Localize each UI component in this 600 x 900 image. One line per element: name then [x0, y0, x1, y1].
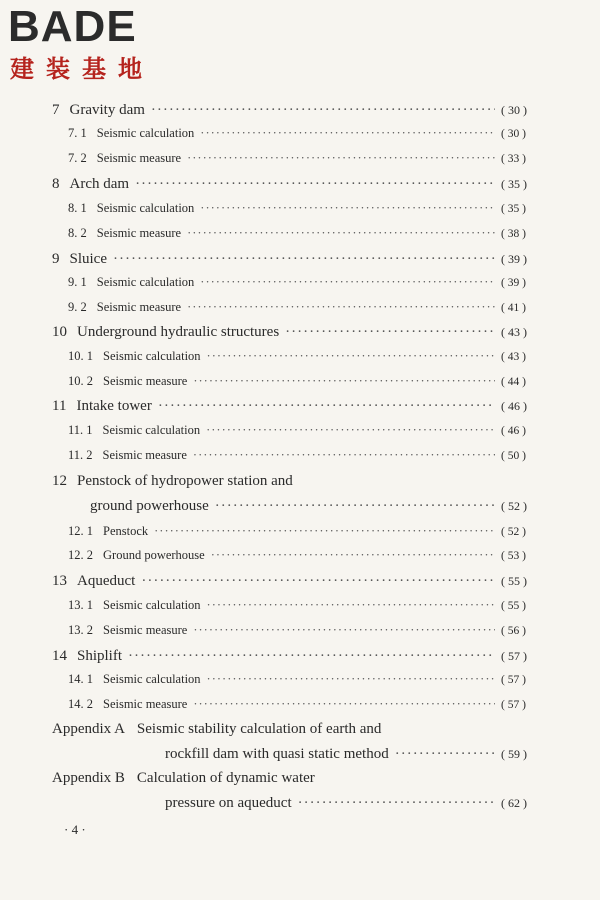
toc-entry-page: ( 53 ) — [501, 550, 526, 562]
bade-logo — [8, 4, 178, 86]
toc-entry-title: Arch dam — [69, 176, 130, 192]
toc-entry[interactable] — [52, 795, 545, 812]
toc-entry-number: 7. 1 — [68, 126, 87, 140]
dot-leader — [187, 300, 495, 315]
dot-leader — [215, 498, 495, 515]
toc-entry-number: 13. 1 — [68, 598, 93, 612]
toc-entry-page: ( 33 ) — [501, 153, 526, 165]
logo-chinese-text: 建装基地 — [10, 55, 154, 83]
dot-leader — [207, 349, 495, 364]
toc-entry-number: 11. 2 — [68, 448, 93, 462]
dot-leader — [128, 648, 495, 665]
toc-entry-page: ( 55 ) — [501, 574, 527, 588]
toc-entry-title: Seismic measure — [96, 151, 182, 165]
dot-leader — [206, 423, 495, 438]
toc-entry-number: 7 — [52, 102, 60, 118]
dot-leader — [187, 226, 495, 241]
toc-entry[interactable] — [68, 275, 545, 290]
dot-leader — [187, 151, 495, 166]
toc-entry-number: 13 — [52, 573, 67, 589]
dot-leader — [113, 251, 495, 268]
dot-leader — [193, 697, 495, 712]
toc-entry-title: Ground powerhouse — [103, 548, 205, 562]
toc-entry[interactable] — [68, 151, 545, 166]
toc-entry-number: 8 — [52, 176, 60, 192]
dot-leader — [193, 623, 495, 638]
toc-entry-number: 10. 2 — [68, 374, 93, 388]
toc-entry-page: ( 57 ) — [501, 699, 526, 711]
dot-leader — [395, 746, 495, 763]
toc-entry-title: rockfill dam with quasi static method — [165, 746, 389, 762]
toc-entry-page: ( 57 ) — [501, 674, 526, 686]
dot-leader — [141, 573, 495, 590]
toc-entry-page: ( 35 ) — [501, 177, 527, 191]
toc-entry[interactable] — [52, 324, 545, 341]
toc-entry[interactable] — [68, 349, 545, 364]
toc-entry-page: ( 43 ) — [501, 325, 527, 339]
toc-entry-title: Seismic calculation — [103, 672, 201, 686]
toc-entry-title: Seismic calculation — [102, 423, 201, 437]
toc-entry-page: ( 56 ) — [501, 625, 526, 637]
toc-entry-number: 14. 1 — [68, 672, 93, 686]
toc-entry[interactable] — [68, 623, 545, 638]
toc-entry-number: 12. 1 — [68, 524, 93, 538]
dot-leader — [135, 176, 495, 193]
toc-entry[interactable] — [68, 697, 545, 712]
toc-entry[interactable] — [68, 448, 545, 463]
toc-entry[interactable] — [52, 573, 545, 590]
toc-entry-number: 13. 2 — [68, 623, 93, 637]
toc-entry-title: Penstock of hydropower station and — [77, 473, 293, 489]
page-number: · 4 · — [64, 822, 86, 837]
toc-entry[interactable] — [68, 548, 545, 563]
dot-leader — [200, 201, 495, 216]
toc-entry[interactable] — [68, 672, 545, 687]
toc-entry[interactable] — [52, 770, 545, 787]
toc-entry-number: 8. 1 — [68, 201, 87, 215]
toc-entry-page: ( 30 ) — [501, 103, 527, 117]
toc-entry[interactable] — [68, 201, 545, 216]
toc-entry-number: 10 — [52, 324, 67, 340]
toc-entry-number: 11 — [52, 398, 67, 414]
toc-entry-number: 12 — [52, 473, 67, 489]
toc-entry-title: Intake tower — [76, 398, 152, 414]
toc-entry-page: ( 46 ) — [501, 399, 527, 413]
toc-entry-title: pressure on aqueduct — [165, 795, 292, 811]
toc-entry[interactable] — [68, 374, 545, 389]
toc-entry-title: Aqueduct — [77, 573, 136, 589]
toc-entry-title: Seismic calculation — [96, 201, 195, 215]
toc-entry[interactable] — [68, 226, 545, 241]
toc-entry-title: Calculation of dynamic water — [136, 770, 315, 786]
toc-entry-page: ( 52 ) — [501, 499, 527, 513]
toc-entry[interactable] — [52, 746, 545, 763]
toc-entry-page: ( 39 ) — [501, 277, 526, 289]
toc-entry-number: Appendix A — [52, 721, 125, 737]
toc-entry-page: ( 30 ) — [501, 128, 526, 140]
toc-entry-title: Seismic stability calculation of earth and — [136, 721, 382, 737]
dot-leader — [207, 598, 495, 613]
toc-entry[interactable] — [68, 598, 545, 613]
toc-entry-page: ( 59 ) — [501, 747, 527, 761]
toc-entry-number: 14 — [52, 648, 67, 664]
dot-leader — [193, 448, 495, 463]
dot-leader — [200, 275, 495, 290]
toc-entry-title: Seismic calculation — [103, 349, 201, 363]
toc-entry-page: ( 43 ) — [501, 351, 526, 363]
dot-leader — [154, 524, 495, 539]
dot-leader — [298, 795, 495, 812]
toc-entry[interactable] — [52, 473, 545, 490]
toc-entry-title: Seismic measure — [102, 448, 187, 462]
toc-entry[interactable] — [68, 423, 545, 438]
toc-entry[interactable] — [52, 251, 545, 268]
toc-entry-title: Penstock — [103, 524, 149, 538]
toc-entry-number: 10. 1 — [68, 349, 93, 363]
toc-entry-number: Appendix B — [52, 770, 125, 786]
toc-entry-page: ( 52 ) — [501, 526, 526, 538]
toc-entry-page: ( 41 ) — [501, 302, 526, 314]
toc-entry-title: Shiplift — [77, 648, 123, 664]
toc-entry-number: 7. 2 — [68, 151, 87, 165]
dot-leader — [193, 374, 495, 389]
toc-entry[interactable] — [68, 524, 545, 539]
toc-entry-number: 9. 1 — [68, 275, 87, 289]
toc-entry-title: Seismic calculation — [103, 598, 201, 612]
toc-entry-page: ( 35 ) — [501, 203, 526, 215]
toc-entry-title: Seismic calculation — [96, 275, 195, 289]
toc-entry[interactable] — [52, 398, 545, 415]
toc-entry-title: Seismic measure — [103, 623, 188, 637]
dot-leader — [207, 672, 495, 687]
dot-leader — [211, 548, 495, 563]
toc-entry-number: 8. 2 — [68, 226, 87, 240]
toc-entry-page: ( 38 ) — [501, 228, 526, 240]
toc-entry-number: 14. 2 — [68, 697, 93, 711]
toc-entry-title: Seismic measure — [103, 697, 188, 711]
toc-entry-number: 9. 2 — [68, 300, 87, 314]
toc-entry[interactable] — [68, 300, 545, 315]
toc-entry-title: Seismic measure — [96, 226, 182, 240]
toc-entry-page: ( 50 ) — [501, 450, 526, 462]
toc-entry-title: ground powerhouse — [90, 498, 209, 514]
toc-entry[interactable] — [52, 102, 545, 119]
toc-entry[interactable] — [68, 126, 545, 141]
toc-entry[interactable] — [52, 648, 545, 665]
toc-entry[interactable] — [52, 498, 545, 515]
toc-entry-page: ( 44 ) — [501, 376, 526, 388]
toc-entry-number: 9 — [52, 251, 60, 267]
toc-entry-page: ( 62 ) — [501, 796, 527, 810]
toc-entry-number: 12. 2 — [68, 548, 93, 562]
toc-entry[interactable] — [52, 176, 545, 193]
logo-latin-text: BADE — [8, 2, 137, 51]
toc-entry-title: Underground hydraulic structures — [77, 324, 280, 340]
toc-entry-page: ( 55 ) — [501, 600, 526, 612]
toc-entry-page: ( 57 ) — [501, 649, 527, 663]
toc-entry-page: ( 39 ) — [501, 252, 527, 266]
toc-entry-title: Gravity dam — [69, 102, 145, 118]
dot-leader — [151, 102, 495, 119]
toc-entry-title: Seismic measure — [103, 374, 188, 388]
dot-leader — [285, 324, 495, 341]
dot-leader — [200, 126, 495, 141]
toc-entry-title: Seismic calculation — [96, 126, 195, 140]
toc-entry[interactable] — [52, 721, 545, 738]
toc-entry-number: 11. 1 — [68, 423, 93, 437]
toc-entry-title: Seismic measure — [96, 300, 182, 314]
dot-leader — [158, 398, 495, 415]
toc-entry-title: Sluice — [69, 251, 107, 267]
toc-entry-page: ( 46 ) — [501, 425, 526, 437]
